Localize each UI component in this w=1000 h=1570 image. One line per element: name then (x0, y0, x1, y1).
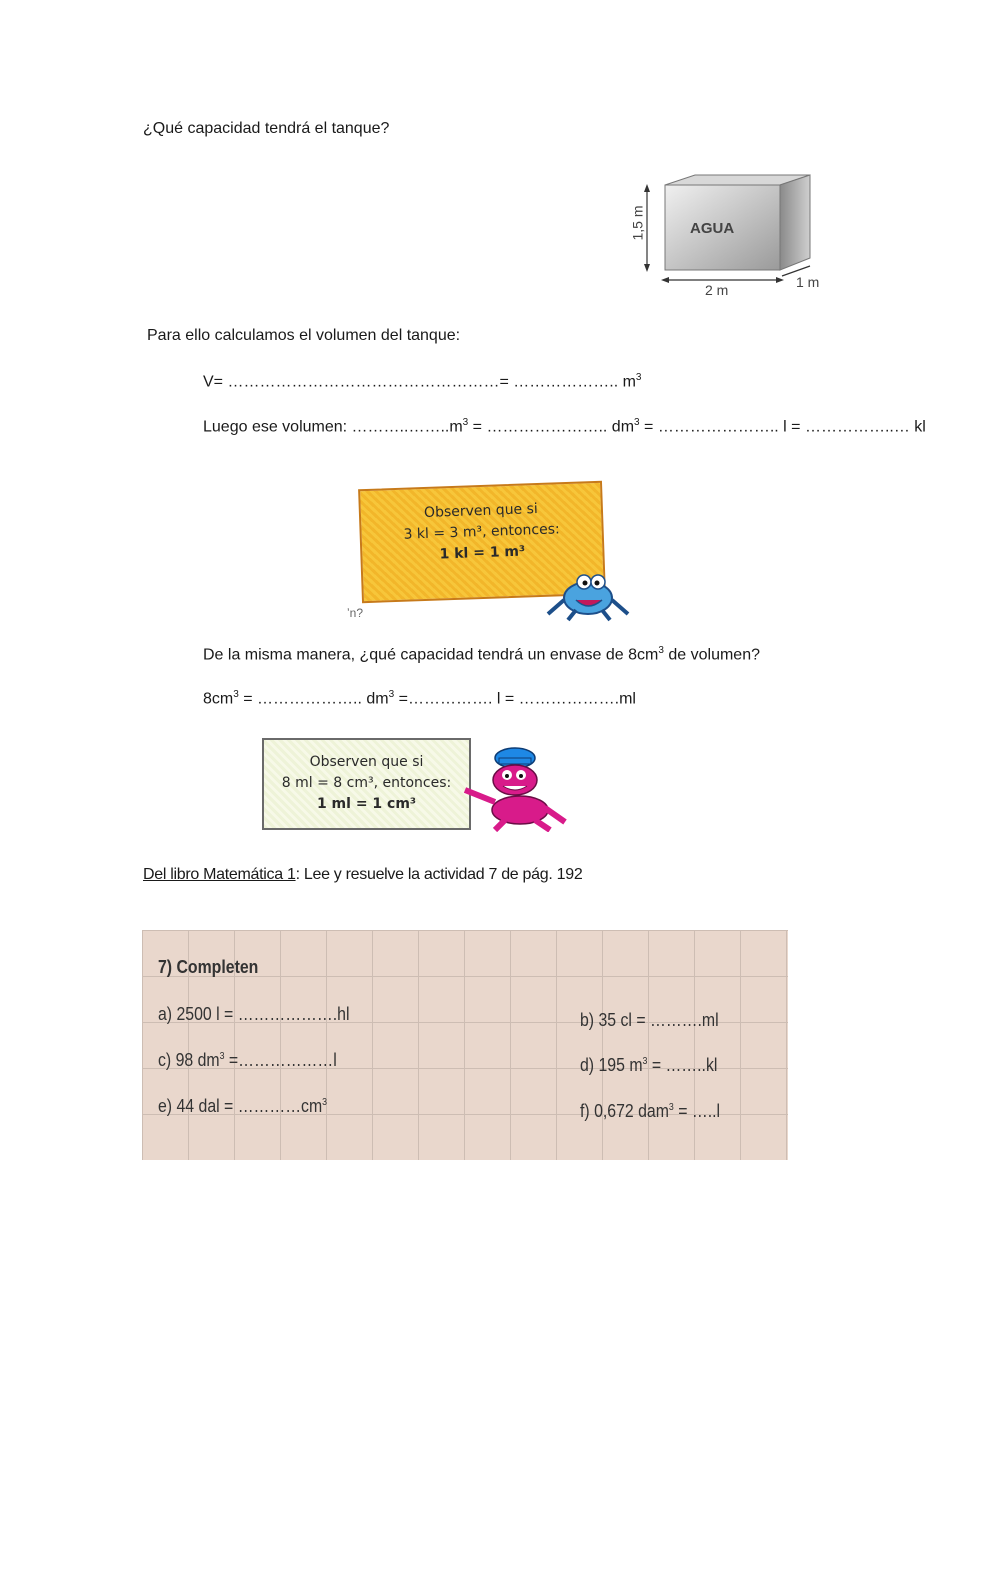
question-container (203, 645, 760, 664)
sign-line: Observen que si (423, 501, 539, 521)
conversion-prefix: Luego ese volumen: ………..……..m (203, 418, 463, 436)
exercise-item-f (580, 1101, 720, 1122)
exercise-item-a: a) 2500 l = ……………….hl (158, 1004, 350, 1024)
conversion-line-2 (203, 689, 636, 708)
exercise-item-e-text: e) 44 dal = …………cm (158, 1096, 323, 1116)
conversion2-mid1: = ……………….. dm (238, 690, 389, 708)
conversion-mid2: = ………………….. l = ……………..… kl (639, 418, 926, 436)
exponent: 3 (233, 689, 239, 700)
book-link[interactable]: Del libro Matemática 1 (143, 866, 296, 883)
conversion2-prefix: 8cm (203, 690, 234, 708)
exercise-item-d-pre: d) 195 m (580, 1055, 643, 1075)
tank-figure (620, 170, 840, 300)
exercise-item-c (158, 1050, 337, 1071)
info-sign-ml (262, 738, 471, 830)
exercise-photo (142, 930, 788, 1160)
exercise-title: 7) Completen (158, 957, 259, 977)
exponent: 3 (322, 1097, 328, 1108)
sign-line: 8 ml = 8 cm³, entonces: (281, 775, 452, 791)
question-tank: ¿Qué capacidad tendrá el tanque? (143, 120, 390, 137)
book-instruction: : Lee y resuelve la actividad 7 de pág. 192 (295, 866, 583, 883)
question2-suffix: de volumen? (663, 646, 760, 664)
exponent: 3 (462, 417, 469, 428)
tank-depth-label: 1 m (796, 274, 820, 290)
conversion-line (203, 417, 926, 436)
exercise-item-f-pre: f) 0,672 dam (580, 1101, 669, 1121)
tank-width-label: 2 m (705, 282, 729, 298)
exercise-item-e (158, 1096, 327, 1117)
exponent: 3 (668, 1102, 674, 1113)
exercise-item-f-post: = …..l (673, 1101, 721, 1121)
conversion2-mid2: =……………. l = ……………….ml (394, 690, 636, 708)
volume-formula-text: V= ……………………………………………= ……………….. m (203, 373, 636, 391)
cropped-fragment: ʼn? (347, 606, 364, 620)
sign-line: 1 kl = 1 m³ (439, 543, 526, 563)
tank-height-label: 1,5 m (629, 205, 646, 241)
exercise-item-c-post: =………………l (224, 1050, 337, 1070)
exponent: 3 (634, 417, 640, 428)
exponent: 3 (388, 689, 395, 700)
exercise-item-d-post: = ……..kl (647, 1055, 718, 1075)
intro-text: Para ello calculamos el volumen del tanque: (147, 327, 461, 344)
book-reference (143, 866, 582, 884)
exercise-item-c-pre: c) 98 dm (158, 1050, 220, 1070)
sign-line: 1 ml = 1 cm³ (316, 796, 417, 812)
exercise-item-d (580, 1055, 717, 1076)
exercise-item-b: b) 35 cl = ……….ml (580, 1010, 719, 1030)
conversion-mid1: = ………………….. dm (468, 418, 635, 436)
sign-line: Observen que si (309, 754, 424, 770)
exponent: 3 (642, 1056, 648, 1067)
exponent: 3 (658, 645, 664, 656)
monster-blue-illustration (540, 560, 635, 627)
exponent: 3 (635, 372, 642, 383)
question2-prefix: De la misma manera, ¿qué capacidad tendrá un envase de 8cm (203, 646, 659, 664)
volume-formula (203, 372, 641, 391)
sign-line: 3 kl = 3 m³, entonces: (403, 521, 560, 543)
exponent: 3 (219, 1051, 225, 1062)
monster-pink-illustration (455, 742, 570, 837)
tank-label: AGUA (690, 220, 735, 237)
